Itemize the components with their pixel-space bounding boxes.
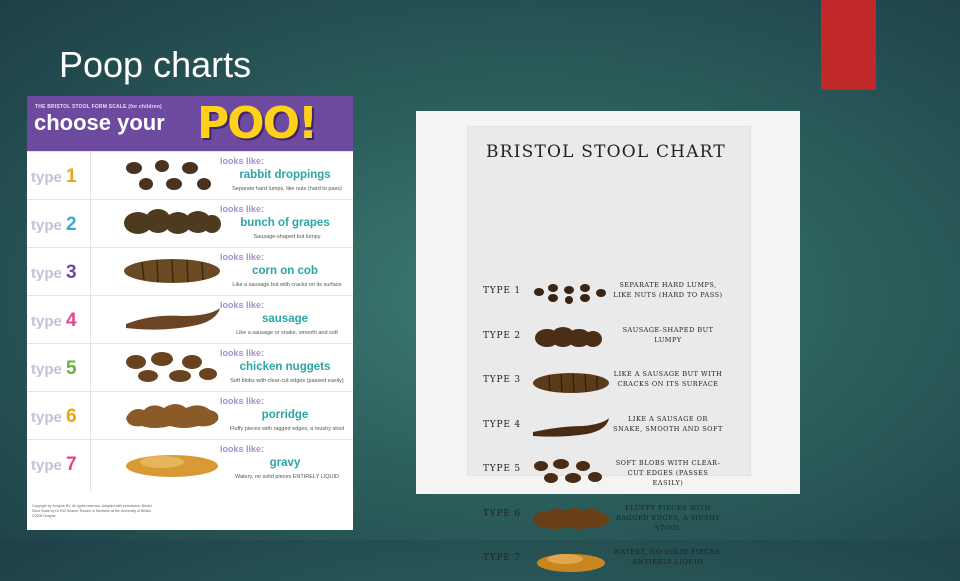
looks-like-label: looks like: bbox=[220, 396, 265, 406]
stool-description: Like a sausage but with cracks on its surface bbox=[232, 282, 342, 288]
looks-like-label: looks like: bbox=[220, 156, 265, 166]
kids-chart-row bbox=[27, 391, 353, 440]
stool-name: rabbit droppings bbox=[239, 169, 331, 181]
type-word: type bbox=[31, 265, 62, 282]
kids-chart-row bbox=[27, 151, 353, 200]
stool-illustration bbox=[122, 158, 222, 192]
type-label bbox=[31, 310, 77, 332]
looks-like-label: looks like: bbox=[220, 348, 265, 358]
looks-like-label: looks like: bbox=[220, 300, 265, 310]
kids-chart-subheading: THE BRISTOL STOOL FORM SCALE (for children) bbox=[35, 104, 162, 110]
stool-illustration bbox=[122, 350, 222, 384]
stool-description: SOFT BLOBS WITH CLEAR-CUT EDGES (PASSES EASILY) bbox=[615, 459, 721, 487]
stool-illustration bbox=[531, 278, 611, 308]
kids-chart-row bbox=[27, 247, 353, 296]
stool-illustration bbox=[531, 456, 611, 486]
type-word: type bbox=[31, 409, 62, 426]
bristol-chart-row bbox=[483, 497, 753, 537]
type-label bbox=[31, 358, 77, 380]
type-label: TYPE 1 bbox=[483, 286, 521, 296]
bristol-chart-row bbox=[483, 408, 753, 448]
stool-description: Like a sausage or snake, smooth and soft bbox=[236, 330, 338, 336]
bristol-chart-title: BRISTOL STOOL CHART bbox=[486, 142, 726, 162]
type-number: 6 bbox=[66, 406, 77, 427]
stool-illustration bbox=[122, 446, 222, 480]
type-label bbox=[31, 454, 77, 476]
stool-description: FLUFFY PIECES WITH RAGGED EDGES, A MUSHY STOOL bbox=[615, 503, 721, 532]
stool-illustration bbox=[122, 206, 222, 240]
type-word: type bbox=[31, 217, 62, 234]
type-number: 5 bbox=[66, 358, 77, 379]
kids-chart-row bbox=[27, 343, 353, 392]
stool-description: Fluffy pieces with ragged edges, a mushy stool bbox=[229, 426, 345, 432]
type-word: type bbox=[31, 313, 62, 330]
type-label bbox=[31, 406, 77, 428]
stool-description: LIKE A SAUSAGE OR SNAKE, SMOOTH AND SOFT bbox=[613, 414, 723, 433]
bristol-chart-row bbox=[483, 452, 753, 492]
bristol-chart-row bbox=[483, 274, 753, 314]
type-number: 7 bbox=[66, 454, 77, 475]
stool-description: Separate hard lumps, like nuts (hard to pass) bbox=[232, 186, 342, 192]
stool-name: gravy bbox=[269, 457, 301, 469]
kids-chart-header bbox=[27, 96, 353, 151]
looks-like-label: looks like: bbox=[220, 204, 265, 214]
looks-like-label: looks like: bbox=[220, 444, 265, 454]
type-label: TYPE 2 bbox=[483, 330, 521, 341]
stool-description: SAUSAGE-SHAPED BUT LUMPY bbox=[622, 325, 714, 344]
type-label: TYPE 4 bbox=[483, 419, 521, 430]
stool-illustration bbox=[531, 412, 611, 442]
stool-illustration bbox=[531, 501, 611, 531]
type-number: 4 bbox=[66, 310, 77, 331]
type-label bbox=[31, 214, 77, 236]
kids-chart-row bbox=[27, 295, 353, 344]
type-number: 1 bbox=[66, 166, 77, 187]
kids-bristol-chart bbox=[27, 96, 353, 530]
looks-like-label: looks like: bbox=[220, 252, 265, 262]
accent-bar bbox=[821, 0, 876, 90]
stool-description: Watery, no solid pieces ENTIRELY LIQUID bbox=[234, 474, 340, 480]
stool-illustration bbox=[531, 323, 611, 353]
stool-description: LIKE A SAUSAGE BUT WITH CRACKS ON ITS SURFACE bbox=[613, 370, 723, 388]
stool-illustration bbox=[122, 398, 222, 432]
stool-illustration bbox=[122, 302, 222, 336]
type-label: TYPE 6 bbox=[483, 508, 521, 519]
kids-chart-row bbox=[27, 199, 353, 248]
stool-name: bunch of grapes bbox=[240, 217, 330, 229]
type-label: TYPE 5 bbox=[483, 464, 521, 474]
type-word: type bbox=[31, 169, 62, 186]
stool-name: chicken nuggets bbox=[239, 361, 331, 373]
kids-chart-heading: choose your bbox=[34, 110, 165, 135]
type-label: TYPE 3 bbox=[483, 375, 521, 385]
bristol-stool-chart bbox=[416, 111, 800, 566]
type-word: type bbox=[31, 361, 62, 378]
bristol-chart-row bbox=[483, 363, 753, 403]
bristol-chart-row bbox=[483, 541, 753, 581]
type-label bbox=[31, 166, 77, 188]
type-label bbox=[31, 262, 77, 284]
kids-chart-row bbox=[27, 439, 353, 488]
stool-illustration bbox=[531, 367, 611, 397]
type-number: 2 bbox=[66, 214, 77, 235]
slide-title: Poop charts bbox=[59, 44, 252, 85]
stool-name: corn on cob bbox=[252, 265, 318, 277]
kids-chart-footer: Copyright by Norgine BV. All rights reserved. Adapted with permission. Bristol Stool Scale by Dr KW Heaton, Reader in Medicine at the University of Bristol. ©2005 Norgine. bbox=[32, 504, 152, 518]
stool-description: SEPARATE HARD LUMPS, LIKE NUTS (HARD TO PASS) bbox=[613, 281, 723, 299]
kids-chart-poo-logo: POO! bbox=[197, 98, 317, 149]
stool-illustration bbox=[122, 254, 222, 288]
stool-name: porridge bbox=[261, 409, 309, 421]
stool-description: WATERY, NO SOLID PIECES. ENTIRELY LIQUID bbox=[613, 548, 723, 566]
stool-name: sausage bbox=[261, 313, 309, 325]
type-word: type bbox=[31, 457, 62, 474]
stool-description: Soft blobs with clear-cut edges (passed easily) bbox=[230, 378, 344, 384]
stool-illustration bbox=[531, 545, 611, 575]
type-label: TYPE 7 bbox=[483, 553, 521, 563]
stool-description: Sausage-shaped but lumpy bbox=[253, 234, 321, 240]
type-number: 3 bbox=[66, 262, 77, 283]
bristol-chart-row bbox=[483, 319, 753, 359]
